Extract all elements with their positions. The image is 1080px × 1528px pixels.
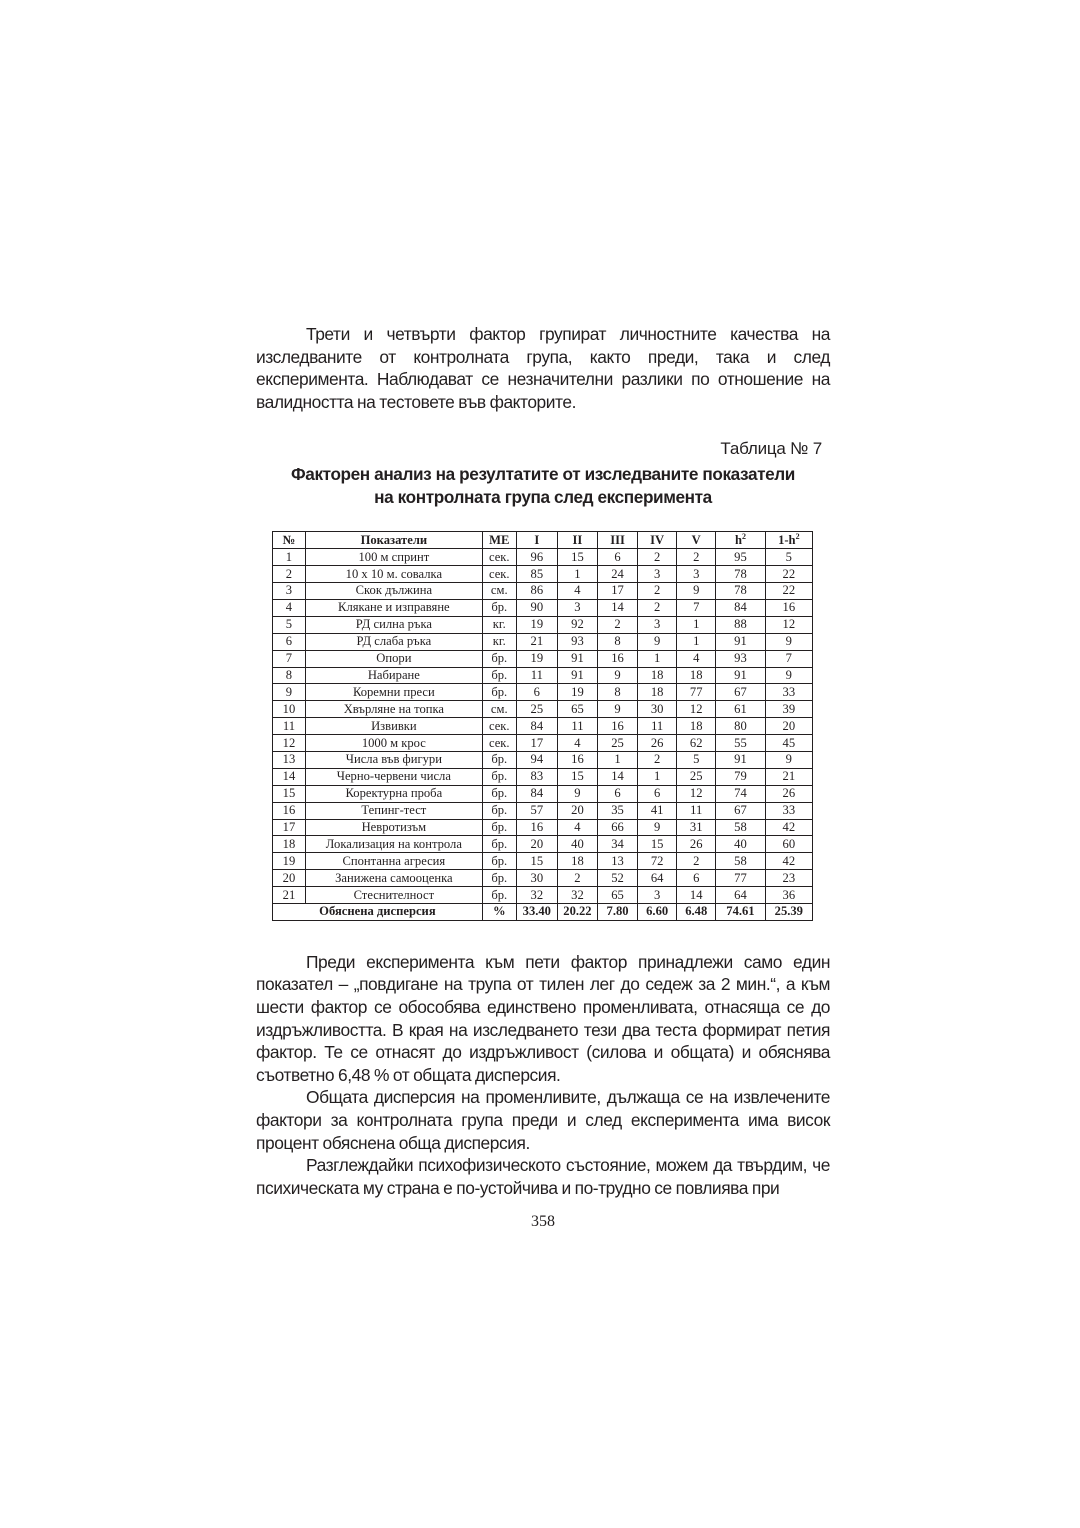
indicator-name: Занижена самооценка	[305, 870, 482, 887]
summary-value: 6.60	[638, 903, 677, 920]
factor-3: 16	[598, 718, 638, 735]
factor-5: 26	[677, 836, 716, 853]
1-h2-value: 45	[765, 735, 812, 752]
unit: бр.	[482, 836, 516, 853]
page-content	[256, 323, 830, 1231]
table-row	[273, 836, 813, 853]
h2-value: 91	[716, 667, 765, 684]
paragraph-4: Разглеждайки психофизическото състояние, можем да твърдим, че психическата му страна е по-устойчива и по-трудно се повлиява при	[256, 1155, 830, 1198]
factor-2: 3	[557, 599, 597, 616]
factor-5: 11	[677, 802, 716, 819]
h2-value: 78	[716, 583, 765, 600]
indicator-name: Тепинг-тест	[305, 802, 482, 819]
factor-5: 9	[677, 583, 716, 600]
1-h2-value: 33	[765, 802, 812, 819]
factor-3: 34	[598, 836, 638, 853]
1-h2-value: 42	[765, 853, 812, 870]
1-h2-value: 39	[765, 701, 812, 718]
factor-1: 19	[516, 650, 557, 667]
factor-2: 1	[557, 566, 597, 583]
unit: см.	[482, 701, 516, 718]
factor-5: 4	[677, 650, 716, 667]
factor-5: 6	[677, 870, 716, 887]
factor-4: 1	[638, 768, 677, 785]
indicator-name: 1000 м крос	[305, 735, 482, 752]
1-h2-value: 60	[765, 836, 812, 853]
row-number: 20	[273, 870, 306, 887]
row-number: 9	[273, 684, 306, 701]
factor-3: 14	[598, 768, 638, 785]
indicator-name: Невротизъм	[305, 819, 482, 836]
factor-1: 32	[516, 887, 557, 904]
factor-1: 19	[516, 616, 557, 633]
factor-3: 25	[598, 735, 638, 752]
h2-value: 78	[716, 566, 765, 583]
col-header-factor-2: II	[557, 532, 597, 549]
row-number: 2	[273, 566, 306, 583]
factor-4: 18	[638, 684, 677, 701]
col-header-factor-4: IV	[638, 532, 677, 549]
table-row	[273, 785, 813, 802]
h2-value: 91	[716, 751, 765, 768]
1-h2-value: 16	[765, 599, 812, 616]
table-row	[273, 802, 813, 819]
summary-value: 25.39	[765, 903, 812, 920]
table-row	[273, 701, 813, 718]
factor-1: 86	[516, 583, 557, 600]
factor-4: 15	[638, 836, 677, 853]
unit: бр.	[482, 819, 516, 836]
factor-1: 30	[516, 870, 557, 887]
h2-value: 67	[716, 802, 765, 819]
factor-4: 18	[638, 667, 677, 684]
row-number: 17	[273, 819, 306, 836]
table-row	[273, 633, 813, 650]
factor-1: 84	[516, 785, 557, 802]
h2-value: 64	[716, 887, 765, 904]
col-header-h2: $h^2$	[716, 532, 765, 549]
h2-value: 80	[716, 718, 765, 735]
row-number: 11	[273, 718, 306, 735]
factor-5: 31	[677, 819, 716, 836]
factor-1: 20	[516, 836, 557, 853]
page-number: 358	[531, 1213, 555, 1231]
h2-value: 79	[716, 768, 765, 785]
factor-3: 16	[598, 650, 638, 667]
indicator-name: Опори	[305, 650, 482, 667]
factor-2: 65	[557, 701, 597, 718]
factor-3: 8	[598, 633, 638, 650]
indicator-name: 100 м спринт	[305, 549, 482, 566]
indicator-name: Скок дължина	[305, 583, 482, 600]
table-row	[273, 853, 813, 870]
unit: бр.	[482, 650, 516, 667]
factor-3: 8	[598, 684, 638, 701]
table-row	[273, 616, 813, 633]
indicator-name: Набиране	[305, 667, 482, 684]
indicator-name: Клякане и изправяне	[305, 599, 482, 616]
factor-3: 24	[598, 566, 638, 583]
unit: бр.	[482, 785, 516, 802]
factor-2: 11	[557, 718, 597, 735]
row-number: 1	[273, 549, 306, 566]
factor-4: 6	[638, 785, 677, 802]
factor-3: 9	[598, 701, 638, 718]
col-header-indicator: Показатели	[305, 532, 482, 549]
unit: кг.	[482, 616, 516, 633]
row-number: 6	[273, 633, 306, 650]
factor-5: 2	[677, 853, 716, 870]
indicator-name: Числа във фигури	[305, 751, 482, 768]
factor-5: 18	[677, 667, 716, 684]
table-caption: Таблица № 7	[720, 439, 822, 459]
table-row	[273, 751, 813, 768]
unit: бр.	[482, 853, 516, 870]
row-number: 3	[273, 583, 306, 600]
factor-1: 17	[516, 735, 557, 752]
table-row	[273, 768, 813, 785]
summary-unit: %	[482, 903, 516, 920]
h2-value: 93	[716, 650, 765, 667]
row-number: 19	[273, 853, 306, 870]
factor-2: 91	[557, 667, 597, 684]
factor-2: 92	[557, 616, 597, 633]
factor-3: 66	[598, 819, 638, 836]
table-row	[273, 887, 813, 904]
factor-3: 17	[598, 583, 638, 600]
paragraph-2: Преди експеримента към пети фактор принадлежи само един показател – „повдигане на трупа от тилен лег до седеж за 2 мин.“, а към шести фактор се обособява единствено променливата, отнасяща се до издръжливостта. В края на изследването тези два теста формират петия фактор. Те се отнасят до издръжливост (силова и общата) и обяснява съответно 6,48 % от общата дисперсия.	[256, 951, 830, 1085]
col-header-factor-5: V	[677, 532, 716, 549]
factor-5: 18	[677, 718, 716, 735]
factor-2: 2	[557, 870, 597, 887]
indicator-name: Коректурна проба	[305, 785, 482, 802]
factor-5: 5	[677, 751, 716, 768]
factor-5: 1	[677, 633, 716, 650]
indicator-name: Хвърляне на топка	[305, 701, 482, 718]
factor-2: 20	[557, 802, 597, 819]
factor-4: 9	[638, 819, 677, 836]
factor-1: 96	[516, 549, 557, 566]
row-number: 18	[273, 836, 306, 853]
1-h2-value: 12	[765, 616, 812, 633]
factor-4: 3	[638, 887, 677, 904]
factor-2: 15	[557, 549, 597, 566]
h2-value: 95	[716, 549, 765, 566]
1-h2-value: 9	[765, 633, 812, 650]
factor-1: 57	[516, 802, 557, 819]
h2-value: 91	[716, 633, 765, 650]
factor-3: 65	[598, 887, 638, 904]
factor-1: 90	[516, 599, 557, 616]
col-header-number: №	[273, 532, 306, 549]
col-header-factor-3: III	[598, 532, 638, 549]
factor-5: 12	[677, 701, 716, 718]
factor-1: 11	[516, 667, 557, 684]
indicator-name: Спонтанна агресия	[305, 853, 482, 870]
1-h2-value: 42	[765, 819, 812, 836]
table-row	[273, 718, 813, 735]
factor-3: 35	[598, 802, 638, 819]
factor-4: 2	[638, 583, 677, 600]
row-number: 8	[273, 667, 306, 684]
table-title-line-2: на контролната група след експеримента	[374, 487, 712, 508]
factor-2: 18	[557, 853, 597, 870]
factor-2: 32	[557, 887, 597, 904]
factor-1: 85	[516, 566, 557, 583]
table-row	[273, 819, 813, 836]
h2-value: 58	[716, 819, 765, 836]
h2-value: 74	[716, 785, 765, 802]
1-h2-value: 22	[765, 583, 812, 600]
indicator-name: 10 х 10 м. совалка	[305, 566, 482, 583]
row-number: 14	[273, 768, 306, 785]
1-h2-value: 23	[765, 870, 812, 887]
summary-value: 7.80	[598, 903, 638, 920]
unit: бр.	[482, 751, 516, 768]
table-title	[256, 463, 830, 509]
1-h2-value: 26	[765, 785, 812, 802]
factor-4: 3	[638, 566, 677, 583]
table-row	[273, 870, 813, 887]
factor-4: 3	[638, 616, 677, 633]
factor-2: 4	[557, 735, 597, 752]
factor-5: 62	[677, 735, 716, 752]
row-number: 12	[273, 735, 306, 752]
factor-3: 14	[598, 599, 638, 616]
h2-value: 40	[716, 836, 765, 853]
factor-3: 9	[598, 667, 638, 684]
factor-3: 6	[598, 785, 638, 802]
unit: бр.	[482, 802, 516, 819]
summary-value: 6.48	[677, 903, 716, 920]
factor-2: 15	[557, 768, 597, 785]
indicator-name: Локализация на контрола	[305, 836, 482, 853]
factor-5: 1	[677, 616, 716, 633]
factor-4: 2	[638, 549, 677, 566]
unit: бр.	[482, 870, 516, 887]
factor-2: 19	[557, 684, 597, 701]
factor-table	[272, 531, 813, 920]
indicator-name: Коремни преси	[305, 684, 482, 701]
summary-value: 33.40	[516, 903, 557, 920]
1-h2-value: 20	[765, 718, 812, 735]
factor-1: 84	[516, 718, 557, 735]
summary-label: Обяснена дисперсия	[273, 903, 483, 920]
indicator-name: Извивки	[305, 718, 482, 735]
factor-3: 6	[598, 549, 638, 566]
1-h2-value: 9	[765, 667, 812, 684]
factor-2: 91	[557, 650, 597, 667]
row-number: 4	[273, 599, 306, 616]
row-number: 16	[273, 802, 306, 819]
factor-2: 40	[557, 836, 597, 853]
unit: бр.	[482, 887, 516, 904]
1-h2-value: 7	[765, 650, 812, 667]
1-h2-value: 36	[765, 887, 812, 904]
paragraph-3: Общата дисперсия на променливите, дължаща се на извлечените фактори за контролната група преди и след експеримента има висок процент обяснена обща дисперсия.	[256, 1087, 830, 1153]
1-h2-value: 33	[765, 684, 812, 701]
indicator-name: РД слаба ръка	[305, 633, 482, 650]
table-row	[273, 583, 813, 600]
row-number: 21	[273, 887, 306, 904]
factor-5: 2	[677, 549, 716, 566]
table-row	[273, 549, 813, 566]
table-row	[273, 684, 813, 701]
row-number: 5	[273, 616, 306, 633]
factor-1: 21	[516, 633, 557, 650]
factor-1: 25	[516, 701, 557, 718]
indicator-name: РД силна ръка	[305, 616, 482, 633]
factor-1: 83	[516, 768, 557, 785]
unit: сек.	[482, 735, 516, 752]
row-number: 7	[273, 650, 306, 667]
summary-row	[273, 903, 813, 920]
factor-2: 9	[557, 785, 597, 802]
h2-value: 88	[716, 616, 765, 633]
factor-5: 77	[677, 684, 716, 701]
table-title-line-1: Факторен анализ на резултатите от изследваните показатели	[291, 464, 795, 485]
1-h2-value: 5	[765, 549, 812, 566]
h2-value: 77	[716, 870, 765, 887]
h2-value: 61	[716, 701, 765, 718]
unit: бр.	[482, 684, 516, 701]
h2-value: 67	[716, 684, 765, 701]
col-header-1-h2: $1-h^2$	[765, 532, 812, 549]
table-row	[273, 735, 813, 752]
unit: кг.	[482, 633, 516, 650]
factor-4: 9	[638, 633, 677, 650]
h2-value: 55	[716, 735, 765, 752]
table-body	[273, 549, 813, 904]
factor-2: 4	[557, 583, 597, 600]
indicator-name: Стеснителност	[305, 887, 482, 904]
factor-5: 12	[677, 785, 716, 802]
factor-5: 7	[677, 599, 716, 616]
unit: см.	[482, 583, 516, 600]
indicator-name: Черно-червени числа	[305, 768, 482, 785]
unit: бр.	[482, 599, 516, 616]
factor-5: 14	[677, 887, 716, 904]
factor-5: 3	[677, 566, 716, 583]
factor-4: 26	[638, 735, 677, 752]
col-header-factor-1: I	[516, 532, 557, 549]
row-number: 13	[273, 751, 306, 768]
factor-2: 4	[557, 819, 597, 836]
factor-4: 72	[638, 853, 677, 870]
factor-1: 15	[516, 853, 557, 870]
table-header-row	[273, 532, 813, 549]
factor-1: 6	[516, 684, 557, 701]
factor-3: 2	[598, 616, 638, 633]
unit: сек.	[482, 566, 516, 583]
summary-value: 74.61	[716, 903, 765, 920]
h2-value: 84	[716, 599, 765, 616]
factor-4: 2	[638, 599, 677, 616]
summary-value: 20.22	[557, 903, 597, 920]
unit: бр.	[482, 768, 516, 785]
row-number: 10	[273, 701, 306, 718]
factor-1: 94	[516, 751, 557, 768]
factor-4: 30	[638, 701, 677, 718]
1-h2-value: 9	[765, 751, 812, 768]
factor-3: 52	[598, 870, 638, 887]
factor-3: 1	[598, 751, 638, 768]
row-number: 15	[273, 785, 306, 802]
factor-1: 16	[516, 819, 557, 836]
factor-4: 2	[638, 751, 677, 768]
intro-paragraph: Трети и четвърти фактор групират личностните качества на изследваните от контролната група, както преди, така и след експеримента. Наблюдават се незначителни разлики по отношение на валидността на тестовете във факторите.	[256, 324, 830, 412]
1-h2-value: 22	[765, 566, 812, 583]
factor-4: 11	[638, 718, 677, 735]
unit: сек.	[482, 718, 516, 735]
unit: сек.	[482, 549, 516, 566]
factor-4: 1	[638, 650, 677, 667]
factor-3: 13	[598, 853, 638, 870]
factor-4: 41	[638, 802, 677, 819]
1-h2-value: 21	[765, 768, 812, 785]
unit: бр.	[482, 667, 516, 684]
factor-5: 25	[677, 768, 716, 785]
table-row	[273, 566, 813, 583]
table-row	[273, 667, 813, 684]
col-header-unit: МЕ	[482, 532, 516, 549]
h2-value: 58	[716, 853, 765, 870]
factor-4: 64	[638, 870, 677, 887]
table-row	[273, 650, 813, 667]
table-row	[273, 599, 813, 616]
factor-2: 93	[557, 633, 597, 650]
factor-2: 16	[557, 751, 597, 768]
